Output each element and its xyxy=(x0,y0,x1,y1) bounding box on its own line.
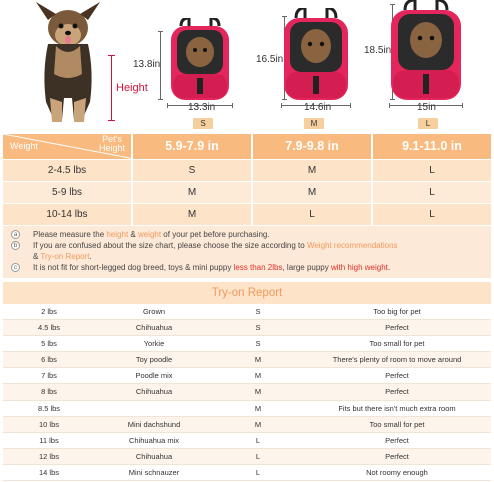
report-weight: 8.5 lbs xyxy=(37,403,61,413)
row-size: M xyxy=(133,182,253,203)
size-tag-l: L xyxy=(418,118,438,129)
height-measure-line xyxy=(111,55,112,121)
report-size: M xyxy=(254,355,262,365)
note-a: a Please measure the height & weight of your pet before purchasing. xyxy=(33,229,491,240)
row-size: M xyxy=(133,204,253,225)
bag-m-height-label: 16.5in xyxy=(256,54,284,65)
report-size: L xyxy=(255,451,261,461)
note-bullet-a: a xyxy=(11,230,20,239)
report-breed: Yorkie xyxy=(143,339,165,349)
product-illustration xyxy=(0,0,494,134)
bag-s-width-label: 13.3in xyxy=(188,102,216,113)
report-fit: Perfect xyxy=(385,451,409,461)
report-row xyxy=(3,304,491,320)
size-tag-s: S xyxy=(193,118,213,129)
note-c: c It is not fit for short-legged dog breed, toys & mini puppy less than 2lbs, large puppy with high weight. xyxy=(33,262,491,273)
note-bullet-b: b xyxy=(11,241,20,250)
report-size: S xyxy=(255,307,261,316)
row-size: L xyxy=(429,165,435,176)
report-fit: Not roomy enough xyxy=(366,467,428,477)
size-chart xyxy=(3,134,491,225)
report-size: S xyxy=(255,339,261,349)
row-weight: 10-14 lbs xyxy=(3,204,133,225)
size-chart-row xyxy=(3,203,491,225)
size-chart-header xyxy=(3,134,491,159)
row-weight: 5-9 lbs xyxy=(3,182,133,203)
height-column-1: 5.9-7.9 in xyxy=(133,134,253,159)
report-row xyxy=(3,320,491,336)
report-row xyxy=(3,433,491,449)
bag-l-image xyxy=(387,0,465,102)
report-row xyxy=(3,336,491,352)
report-row xyxy=(3,465,491,481)
report-breed: Poodle mix xyxy=(135,371,173,381)
report-row xyxy=(3,384,491,400)
report-weight: 2 lbs xyxy=(41,307,57,316)
report-fit: Perfect xyxy=(385,387,409,397)
row-size: M xyxy=(253,182,373,203)
report-fit: Perfect xyxy=(385,371,409,381)
report-title: Try-on Report xyxy=(3,282,491,304)
report-breed: Chihuahua xyxy=(135,451,173,461)
report-breed: Mini schnauzer xyxy=(128,467,180,477)
report-weight: 5 lbs xyxy=(41,339,57,349)
report-breed: Chihuahua xyxy=(135,323,173,333)
bag-s-image xyxy=(167,18,233,102)
report-fit: There's plenty of room to move around xyxy=(332,355,462,365)
report-fit: Perfect xyxy=(385,435,409,445)
report-weight: 8 lbs xyxy=(41,387,57,397)
height-column-2: 7.9-9.8 in xyxy=(253,134,373,159)
row-size: L xyxy=(429,187,435,198)
row-size: S xyxy=(133,160,253,181)
bag-s-height-label: 13.8in xyxy=(133,59,161,70)
report-breed: Toy poodle xyxy=(135,355,173,365)
height-column-3: 9.1-11.0 in xyxy=(402,139,462,153)
report-weight: 4.5 lbs xyxy=(37,323,61,333)
report-breed xyxy=(95,401,213,416)
report-weight: 14 lbs xyxy=(38,467,59,477)
report-size: M xyxy=(254,419,262,429)
report-breed: Grown xyxy=(142,307,166,316)
corner-height-label: Pet's Height xyxy=(98,134,125,153)
row-size: L xyxy=(253,204,373,225)
yorkie-dog-image xyxy=(30,2,106,124)
report-weight: 7 lbs xyxy=(41,371,57,381)
corner-weight-label: Weight xyxy=(10,141,38,151)
size-chart-corner xyxy=(3,134,133,159)
report-size: S xyxy=(255,323,261,333)
report-row xyxy=(3,401,491,417)
report-size: L xyxy=(255,467,261,477)
bag-l-width-label: 15in xyxy=(417,102,436,113)
report-fit: Too small for pet xyxy=(369,339,425,349)
report-weight: 6 lbs xyxy=(41,355,57,365)
report-size: M xyxy=(254,403,262,413)
bag-l-height-label: 18.5in xyxy=(364,45,392,56)
bag-m-width-label: 14.6in xyxy=(304,102,332,113)
row-size: L xyxy=(429,209,435,220)
row-weight: 2-4.5 lbs xyxy=(3,160,133,181)
report-fit: Fits but there isn't much extra room xyxy=(338,403,456,413)
size-tag-m: M xyxy=(304,118,324,129)
report-breed: Mini dachshund xyxy=(127,419,181,429)
report-breed: Chihuahua mix xyxy=(128,435,180,445)
report-row xyxy=(3,352,491,368)
report-weight: 12 lbs xyxy=(38,451,59,461)
report-weight: 10 lbs xyxy=(38,419,59,429)
report-weight: 11 lbs xyxy=(39,435,59,445)
report-fit: Too small for pet xyxy=(369,419,425,429)
row-size: M xyxy=(253,160,373,181)
bag-m-image xyxy=(280,8,352,102)
note-bullet-c: c xyxy=(11,263,20,272)
report-row xyxy=(3,449,491,465)
sizing-notes xyxy=(3,226,491,278)
report-size: L xyxy=(255,435,261,445)
size-chart-row xyxy=(3,181,491,203)
report-fit: Too big for pet xyxy=(373,307,421,316)
report-fit: Perfect xyxy=(385,323,409,333)
report-size: M xyxy=(254,371,262,381)
report-size: M xyxy=(254,387,262,397)
report-row xyxy=(3,368,491,384)
size-chart-row xyxy=(3,159,491,181)
height-label: Height xyxy=(116,82,148,94)
note-b: b If you are confused about the size chart, please choose the size according to Weight recommendations & Try-on Report. xyxy=(33,240,491,262)
report-breed: Chihuahua xyxy=(135,387,173,397)
report-row xyxy=(3,417,491,433)
try-on-report xyxy=(3,282,491,481)
